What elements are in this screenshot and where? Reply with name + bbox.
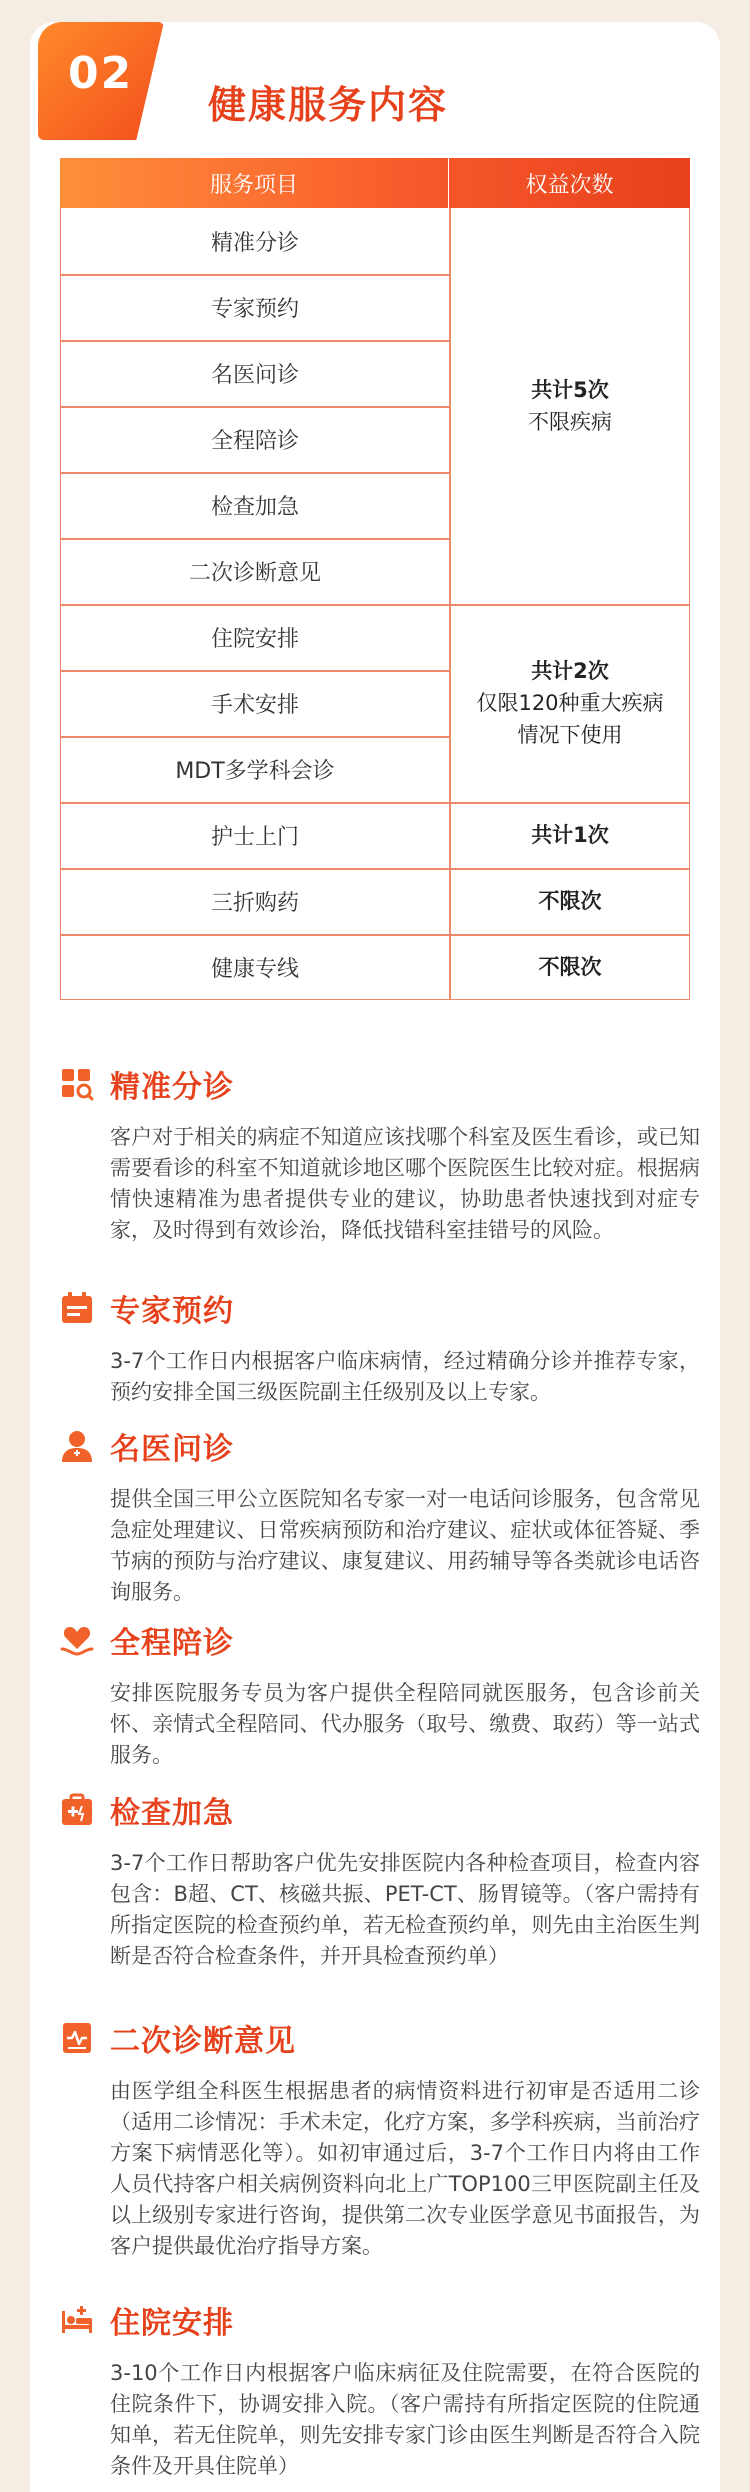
grid-search-icon bbox=[60, 1067, 94, 1101]
table-cell-service: 健康专线 bbox=[210, 956, 299, 982]
report-icon bbox=[60, 2021, 94, 2055]
service-item bbox=[60, 1790, 700, 1972]
service-item bbox=[60, 2300, 700, 2482]
service-title: 二次诊断意见 bbox=[110, 2024, 296, 2059]
benefit-group-cell bbox=[451, 802, 689, 868]
table-cell-service: MDT多学科会诊 bbox=[175, 758, 335, 784]
service-title: 精准分诊 bbox=[110, 1070, 234, 1105]
header-service-item: 服务项目 bbox=[60, 158, 449, 208]
service-item bbox=[60, 1064, 700, 1246]
service-item bbox=[60, 1620, 700, 1771]
doctor-icon bbox=[60, 1429, 94, 1463]
table-cell-service: 检查加急 bbox=[210, 494, 299, 520]
benefit-group-cell bbox=[451, 868, 689, 934]
service-description: 由医学组全科医生根据患者的病情资料进行初审是否适用二诊（适用二诊情况：手术未定，化疗方案，多学科疾病，当前治疗方案下病情恶化等）。如初审通过后，3-7个工作日内将由工作人员代持客户相关病例资料向北上广TOP100三甲医院副主任及以上级别专家进行咨询，提供第二次专业医学意见书面报告，为客户提供最优治疗指导方案。 bbox=[110, 2079, 700, 2258]
table-cell-service: 名医问诊 bbox=[210, 362, 299, 388]
section-title: 健康服务内容 bbox=[208, 83, 449, 127]
service-title: 全程陪诊 bbox=[110, 1626, 234, 1661]
service-title: 检查加急 bbox=[110, 1796, 234, 1831]
section-number: 02 bbox=[68, 48, 134, 99]
medical-kit-icon bbox=[60, 1793, 94, 1827]
benefit-condition: 情况下使用 bbox=[517, 723, 623, 747]
service-description: 提供全国三甲公立医院知名专家一对一电话问诊服务，包含常见急症处理建议、日常疾病预防和治疗建议、症状或体征答疑、季节病的预防与治疗建议、康复建议、用药辅导等各类就诊电话咨询服务。 bbox=[110, 1487, 700, 1604]
service-item bbox=[60, 2018, 700, 2262]
benefit-count: 不限次 bbox=[538, 955, 602, 979]
service-description: 3-10个工作日内根据客户临床病征及住院需要，在符合医院的住院条件下，协调安排入院。（客户需持有所指定医院的住院通知单，若无住院单，则先安排专家门诊由医生判断是否符合入院条件及开具住院单） bbox=[110, 2361, 700, 2478]
benefit-condition: 不限疾病 bbox=[528, 410, 612, 434]
bed-icon bbox=[60, 2303, 94, 2337]
table-body bbox=[60, 208, 690, 1000]
service-description: 3-7个工作日帮助客户优先安排医院内各种检查项目，检查内容包含：B超、CT、核磁共振、PET-CT、肠胃镜等。（客户需持有所指定医院的检查预约单，若无检查预约单，则先由主治医生判断是否符合检查条件，并开具检查预约单） bbox=[110, 1851, 700, 1968]
service-title: 专家预约 bbox=[110, 1294, 234, 1329]
calendar-icon bbox=[60, 1291, 94, 1325]
table-cell-service: 二次诊断意见 bbox=[188, 560, 321, 586]
benefit-group-cell bbox=[451, 208, 689, 604]
service-item bbox=[60, 1426, 700, 1608]
table-cell-service: 精准分诊 bbox=[210, 230, 299, 256]
header-benefit-count: 权益次数 bbox=[525, 172, 614, 198]
benefit-condition: 仅限120种重大疾病 bbox=[476, 691, 664, 715]
table-cell-service: 全程陪诊 bbox=[210, 428, 299, 454]
benefit-group-cell bbox=[451, 934, 689, 1000]
table-header bbox=[60, 158, 690, 208]
benefit-group-cell bbox=[451, 604, 689, 802]
benefit-count: 共计5次 bbox=[531, 378, 609, 402]
service-description: 3-7个工作日内根据客户临床病情，经过精确分诊并推荐专家，预约安排全国三级医院副主任级别及以上专家。 bbox=[110, 1349, 700, 1404]
service-title: 名医问诊 bbox=[110, 1432, 234, 1467]
table-cell-service: 住院安排 bbox=[210, 626, 299, 652]
table-cell-service: 护士上门 bbox=[210, 824, 299, 850]
table-cell-service: 三折购药 bbox=[210, 890, 299, 916]
table-cell-service: 专家预约 bbox=[210, 296, 299, 322]
heart-hand-icon bbox=[60, 1623, 94, 1657]
benefit-count: 共计1次 bbox=[531, 823, 609, 847]
service-description: 安排医院服务专员为客户提供全程陪同就医服务，包含诊前关怀、亲情式全程陪同、代办服务（取号、缴费、取药）等一站式服务。 bbox=[110, 1681, 700, 1767]
benefit-table bbox=[60, 158, 690, 1000]
benefit-count: 不限次 bbox=[538, 889, 602, 913]
benefit-count: 共计2次 bbox=[531, 659, 609, 683]
service-item bbox=[60, 1288, 700, 1408]
service-description: 客户对于相关的病症不知道应该找哪个科室及医生看诊，或已知需要看诊的科室不知道就诊地区哪个医院医生比较对症。根据病情快速精准为患者提供专业的建议，协助患者快速找到对症专家，及时得到有效诊治，降低找错科室挂错号的风险。 bbox=[110, 1125, 700, 1242]
service-title: 住院安排 bbox=[110, 2306, 234, 2341]
table-cell-service: 手术安排 bbox=[210, 692, 299, 718]
